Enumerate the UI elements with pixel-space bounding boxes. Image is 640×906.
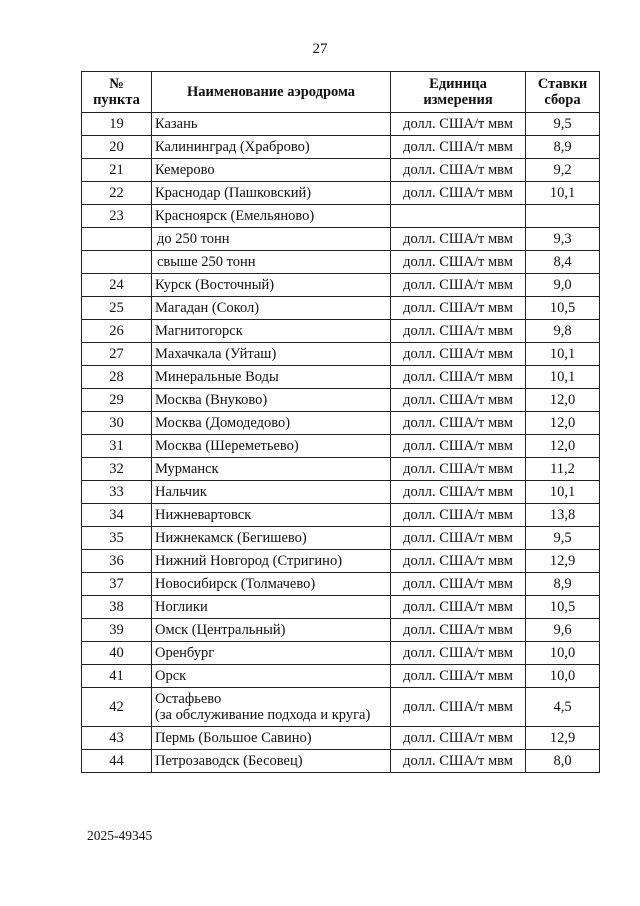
measurement-unit: долл. США/т мвм (391, 389, 526, 412)
row-number: 24 (82, 274, 152, 297)
fee-rate: 9,8 (526, 320, 600, 343)
measurement-unit (391, 205, 526, 228)
airfield-name: Махачкала (Уйташ) (152, 343, 391, 366)
measurement-unit: долл. США/т мвм (391, 274, 526, 297)
fee-rate: 9,6 (526, 619, 600, 642)
row-number (82, 228, 152, 251)
fee-rate: 10,5 (526, 297, 600, 320)
table-row (82, 665, 600, 688)
table-row (82, 435, 600, 458)
fee-rate: 12,0 (526, 389, 600, 412)
row-number: 35 (82, 527, 152, 550)
table-row (82, 504, 600, 527)
header-unit: Единица измерения (391, 72, 526, 113)
table-row (82, 343, 600, 366)
airfield-name: Оренбург (152, 642, 391, 665)
row-number: 33 (82, 481, 152, 504)
airfield-name: Москва (Домодедово) (152, 412, 391, 435)
table-row (82, 550, 600, 573)
row-number: 32 (82, 458, 152, 481)
fee-rate: 10,0 (526, 642, 600, 665)
airfield-name: Петрозаводск (Бесовец) (152, 750, 391, 773)
measurement-unit: долл. США/т мвм (391, 320, 526, 343)
airfield-name: Нижневартовск (152, 504, 391, 527)
fee-rate: 4,5 (526, 688, 600, 727)
row-number: 28 (82, 366, 152, 389)
measurement-unit: долл. США/т мвм (391, 596, 526, 619)
row-number: 40 (82, 642, 152, 665)
row-number: 20 (82, 136, 152, 159)
table-header-row (82, 72, 600, 113)
row-number: 19 (82, 113, 152, 136)
airfield-name: Москва (Шереметьево) (152, 435, 391, 458)
row-number: 26 (82, 320, 152, 343)
fee-rate: 12,0 (526, 435, 600, 458)
measurement-unit: долл. США/т мвм (391, 750, 526, 773)
airfield-name: Нальчик (152, 481, 391, 504)
measurement-unit: долл. США/т мвм (391, 435, 526, 458)
row-number: 36 (82, 550, 152, 573)
airfield-name: Кемерово (152, 159, 391, 182)
table-row (82, 136, 600, 159)
table-body (82, 113, 600, 773)
rates-table (81, 71, 600, 773)
table-row (82, 412, 600, 435)
measurement-unit: долл. США/т мвм (391, 481, 526, 504)
airfield-name: Магнитогорск (152, 320, 391, 343)
table-row (82, 573, 600, 596)
fee-rate: 10,1 (526, 481, 600, 504)
header-rate: Ставки сбора (526, 72, 600, 113)
row-number: 23 (82, 205, 152, 228)
measurement-unit: долл. США/т мвм (391, 527, 526, 550)
measurement-unit: долл. США/т мвм (391, 366, 526, 389)
fee-rate: 9,5 (526, 527, 600, 550)
fee-rate: 13,8 (526, 504, 600, 527)
airfield-name-line2: (за обслуживание подхода и круга) (155, 707, 371, 723)
table-row (82, 228, 600, 251)
measurement-unit: долл. США/т мвм (391, 412, 526, 435)
fee-rate: 9,0 (526, 274, 600, 297)
measurement-unit: долл. США/т мвм (391, 688, 526, 727)
fee-rate (526, 205, 600, 228)
airfield-name: Калининград (Храброво) (152, 136, 391, 159)
airfield-name: Минеральные Воды (152, 366, 391, 389)
fee-rate: 12,0 (526, 412, 600, 435)
row-number: 31 (82, 435, 152, 458)
table-row (82, 251, 600, 274)
airfield-name: до 250 тонн (152, 228, 391, 251)
airfield-name: Мурманск (152, 458, 391, 481)
airfield-name: Ноглики (152, 596, 391, 619)
airfield-name: Нижний Новгород (Стригино) (152, 550, 391, 573)
airfield-name-line1: Остафьево (155, 691, 222, 707)
fee-rate: 9,3 (526, 228, 600, 251)
table-row (82, 159, 600, 182)
measurement-unit: долл. США/т мвм (391, 228, 526, 251)
row-number: 29 (82, 389, 152, 412)
measurement-unit: долл. США/т мвм (391, 251, 526, 274)
table-row (82, 750, 600, 773)
measurement-unit: долл. США/т мвм (391, 642, 526, 665)
row-number: 22 (82, 182, 152, 205)
fee-rate: 10,0 (526, 665, 600, 688)
document-code: 2025-49345 (87, 828, 153, 843)
row-number: 41 (82, 665, 152, 688)
fee-rate: 8,9 (526, 136, 600, 159)
measurement-unit: долл. США/т мвм (391, 458, 526, 481)
table-row (82, 274, 600, 297)
measurement-unit: долл. США/т мвм (391, 665, 526, 688)
table-row (82, 320, 600, 343)
airfield-name (152, 688, 391, 727)
fee-rate: 10,5 (526, 596, 600, 619)
table-row (82, 458, 600, 481)
table-row (82, 182, 600, 205)
fee-rate: 9,5 (526, 113, 600, 136)
row-number: 25 (82, 297, 152, 320)
header-num: № пункта (82, 72, 152, 113)
table-row (82, 113, 600, 136)
table-row (82, 205, 600, 228)
measurement-unit: долл. США/т мвм (391, 504, 526, 527)
measurement-unit: долл. США/т мвм (391, 619, 526, 642)
fee-rate: 9,2 (526, 159, 600, 182)
airfield-name: Магадан (Сокол) (152, 297, 391, 320)
row-number: 39 (82, 619, 152, 642)
measurement-unit: долл. США/т мвм (391, 182, 526, 205)
table-row (82, 481, 600, 504)
table-row (82, 527, 600, 550)
fee-rate: 8,0 (526, 750, 600, 773)
airfield-name: Пермь (Большое Савино) (152, 727, 391, 750)
measurement-unit: долл. США/т мвм (391, 573, 526, 596)
airfield-name: Курск (Восточный) (152, 274, 391, 297)
airfield-name: Красноярск (Емельяново) (152, 205, 391, 228)
row-number (82, 251, 152, 274)
table-row (82, 642, 600, 665)
row-number: 43 (82, 727, 152, 750)
page-number: 27 (312, 41, 328, 57)
airfield-name: Новосибирск (Толмачево) (152, 573, 391, 596)
measurement-unit: долл. США/т мвм (391, 343, 526, 366)
row-number: 21 (82, 159, 152, 182)
measurement-unit: долл. США/т мвм (391, 297, 526, 320)
table-row (82, 389, 600, 412)
measurement-unit: долл. США/т мвм (391, 727, 526, 750)
fee-rate: 11,2 (526, 458, 600, 481)
measurement-unit: долл. США/т мвм (391, 550, 526, 573)
fee-rate: 10,1 (526, 366, 600, 389)
fee-rate: 10,1 (526, 182, 600, 205)
measurement-unit: долл. США/т мвм (391, 159, 526, 182)
row-number: 27 (82, 343, 152, 366)
fee-rate: 12,9 (526, 727, 600, 750)
fee-rate: 8,4 (526, 251, 600, 274)
fee-rate: 10,1 (526, 343, 600, 366)
table-row (82, 297, 600, 320)
airfield-name: Краснодар (Пашковский) (152, 182, 391, 205)
airfield-name: Омск (Центральный) (152, 619, 391, 642)
airfield-name: Орск (152, 665, 391, 688)
row-number: 42 (82, 688, 152, 727)
airfield-name: Казань (152, 113, 391, 136)
table-row (82, 366, 600, 389)
table-row (82, 688, 600, 727)
table-row (82, 619, 600, 642)
airfield-name: свыше 250 тонн (152, 251, 391, 274)
airfield-name: Москва (Внуково) (152, 389, 391, 412)
header-name: Наименование аэродрома (152, 72, 391, 113)
fee-rate: 8,9 (526, 573, 600, 596)
fee-rate: 12,9 (526, 550, 600, 573)
table-row (82, 727, 600, 750)
table-row (82, 596, 600, 619)
row-number: 38 (82, 596, 152, 619)
airfield-name: Нижнекамск (Бегишево) (152, 527, 391, 550)
measurement-unit: долл. США/т мвм (391, 113, 526, 136)
row-number: 37 (82, 573, 152, 596)
row-number: 44 (82, 750, 152, 773)
row-number: 30 (82, 412, 152, 435)
row-number: 34 (82, 504, 152, 527)
measurement-unit: долл. США/т мвм (391, 136, 526, 159)
